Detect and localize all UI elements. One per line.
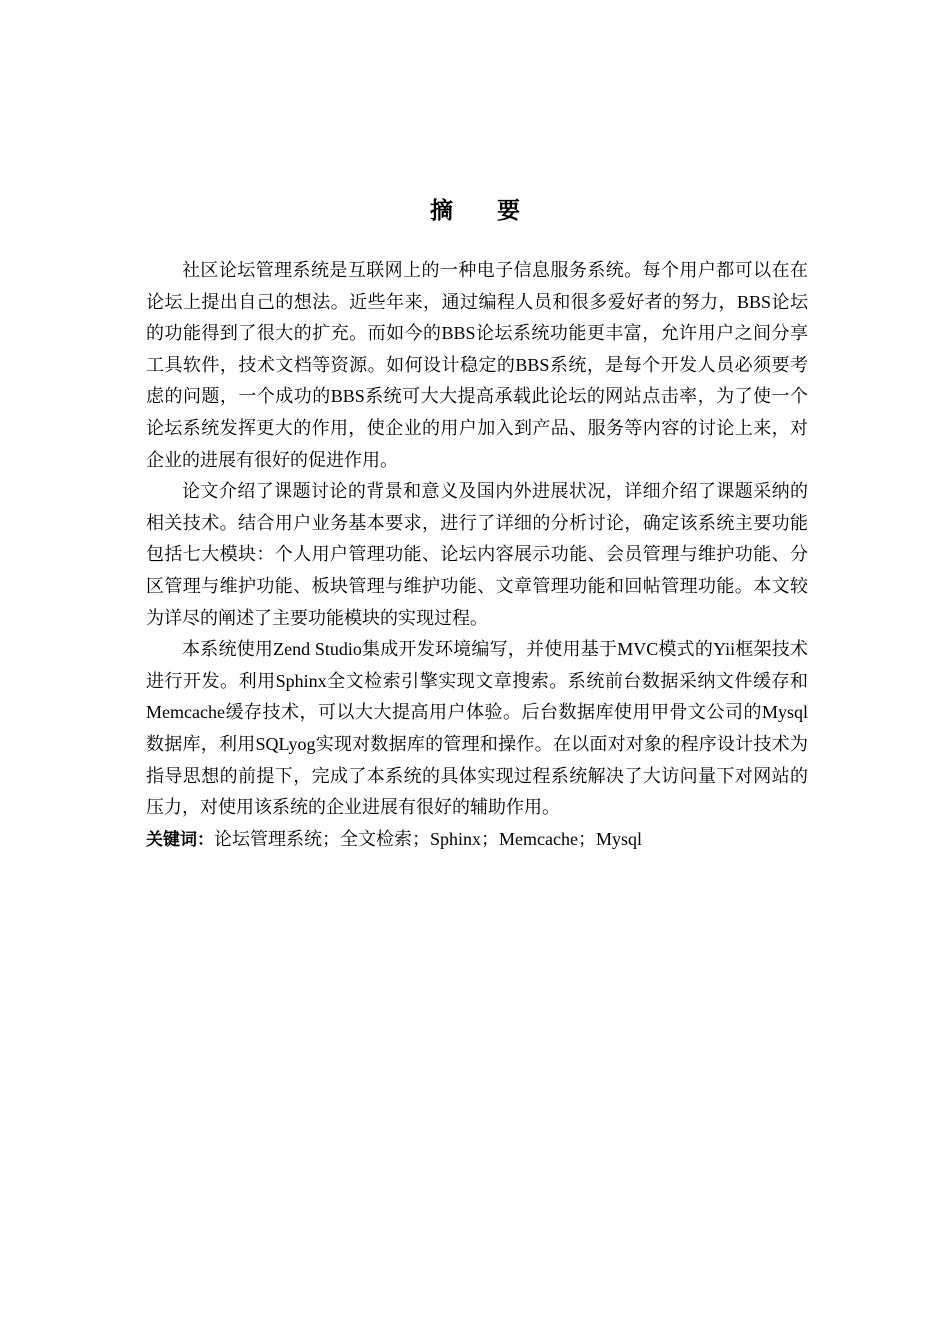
abstract-paragraph-1: 社区论坛管理系统是互联网上的一种电子信息服务系统。每个用户都可以在在论坛上提出自己的想法。近些年来，通过编程人员和很多爱好者的努力，BBS论坛的功能得到了很大的扩充。而如今的BBS论坛系统功能更丰富，允许用户之间分享工具软件，技术文档等资源。如何设计稳定的BBS系统，是每个开发人员必须要考虑的问题，一个成功的BBS系统可大大提高承载此论坛的网站点击率，为了使一个论坛系统发挥更大的作用，使企业的用户加入到产品、服务等内容的讨论上来，对企业的进展有很好的促进作用。: [146, 260, 808, 470]
abstract-paragraph-3: 本系统使用Zend Studio集成开发环境编写，并使用基于MVC模式的Yii框架技术进行开发。利用Sphinx全文检索引擎实现文章搜索。系统前台数据采纳文件缓存和Memcache缓存技术，可以大大提高用户体验。后台数据库使用甲骨文公司的Mysql数据库，利用SQLyog实现对数据库的管理和操作。在以面对对象的程序设计技术为指导思想的前提下，完成了本系统的具体实现过程系统解决了大访问量下对网站的压力，对使用该系统的企业进展有很好的辅助作用。: [146, 639, 808, 818]
abstract-paragraph-2: 论文介绍了课题讨论的背景和意义及国内外进展状况，详细介绍了课题采纳的相关技术。结合用户业务基本要求，进行了详细的分析讨论，确定该系统主要功能包括七大模块：个人用户管理功能、论坛内容展示功能、会员管理与维护功能、分区管理与维护功能、板块管理与维护功能、文章管理功能和回帖管理功能。本文较为详尽的阐述了主要功能模块的实现过程。: [146, 481, 808, 628]
keywords-list: 论坛管理系统；全文检索；Sphinx；Memcache；Mysql: [214, 828, 642, 849]
keywords-line: [146, 824, 808, 857]
keywords-label: 关键词：: [146, 829, 214, 850]
abstract-title: 摘 要: [429, 198, 538, 224]
abstract-body: [146, 255, 808, 856]
